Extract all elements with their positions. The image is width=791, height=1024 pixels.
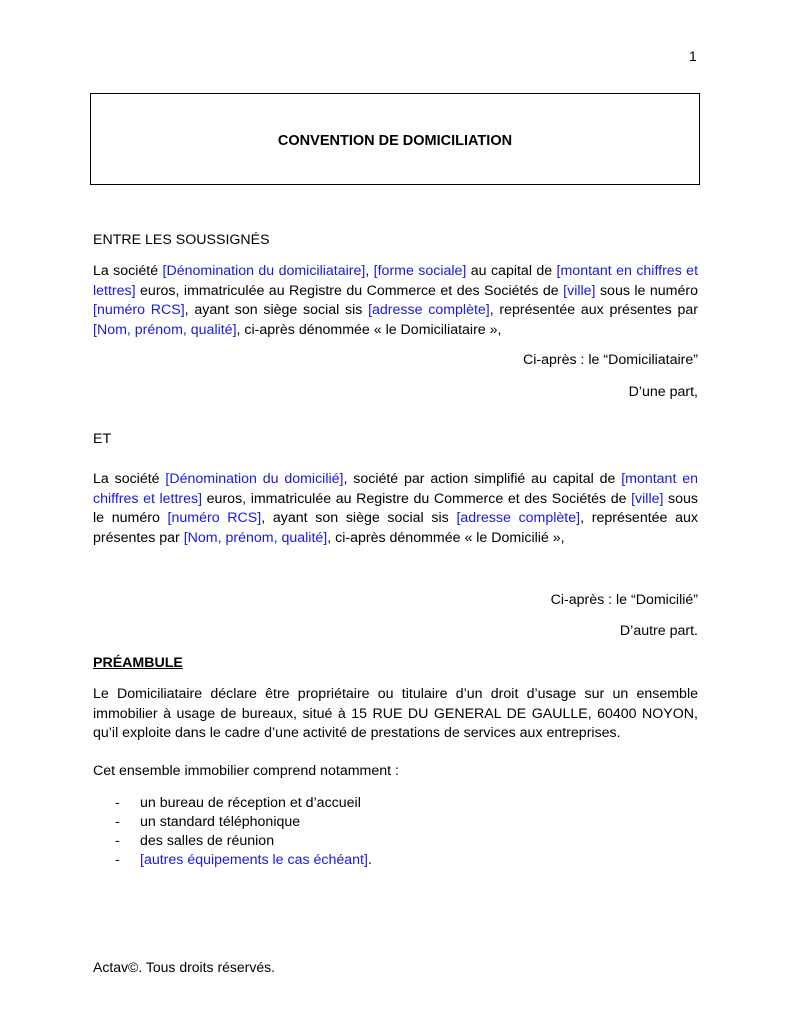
- party2-text: , société par action simplifié au capital de: [343, 471, 622, 487]
- preamble-paragraph: Le Domiciliataire déclare être propriétaire ou titulaire d’un droit d’usage sur un ensemble immobilier à usage de bureaux, situé à 15 RUE DU GENERAL DE GAULLE, 60400 NOYON, qu’il exploite dans le cadre d’une activité de prestations de services aux entreprises.: [93, 686, 698, 741]
- page-number: 1: [689, 48, 697, 64]
- list-item: [115, 851, 372, 870]
- document-title: CONVENTION DE DOMICILIATION: [277, 133, 513, 149]
- footer-copyright: Actav©. Tous droits réservés.: [93, 959, 276, 975]
- list-item: [115, 794, 372, 813]
- list-dash: -: [115, 833, 120, 849]
- list-item-placeholder: [autres équipements le cas échéant]: [140, 852, 368, 868]
- list-item: [115, 813, 372, 832]
- party2-text: La société: [93, 471, 166, 487]
- party1-text: , ayant son siège social sis: [184, 302, 369, 318]
- party1-address-placeholder: [adresse complète]: [368, 302, 490, 318]
- party1-city-placeholder: [ville]: [563, 282, 596, 299]
- list-dash: -: [115, 814, 120, 830]
- list-item-text: des salles de réunion: [140, 833, 275, 849]
- list-dash: -: [115, 852, 120, 868]
- party2-address-placeholder: [adresse complète]: [456, 510, 581, 526]
- party2-text: , ci-après dénommée « le Domicilié »,: [327, 529, 565, 546]
- party1-form-placeholder: [forme sociale]: [373, 263, 467, 279]
- list-dash: -: [115, 795, 120, 811]
- party1-rcs-placeholder: [numéro RCS]: [93, 302, 185, 318]
- list-item: [115, 832, 372, 851]
- party2-name-placeholder: [Dénomination du domicilié]: [165, 471, 344, 487]
- party2-paragraph: [93, 470, 698, 548]
- list-item-text: un bureau de réception et d’accueil: [140, 795, 361, 811]
- party1-text: La société: [93, 263, 163, 279]
- list-item-text: un standard téléphonique: [140, 814, 301, 830]
- party1-text: , représentée aux présentes par: [489, 302, 698, 318]
- party2-representative-placeholder: [Nom, prénom, qualité]: [183, 529, 328, 546]
- party2-rcs-placeholder: [numéro RCS]: [167, 510, 262, 526]
- party2-alias: Ci-après : le “Domicilié”: [550, 592, 698, 608]
- party1-text: sous le numéro: [595, 282, 698, 299]
- between-heading: ENTRE LES SOUSSIGNÉS: [93, 232, 270, 248]
- party1-text: au capital de: [466, 263, 557, 279]
- party1-text: , ci-après dénommée « le Domiciliataire »,: [236, 321, 502, 338]
- party1-representative-placeholder: [Nom, prénom, qualité]: [93, 321, 237, 338]
- party2-text: euros, immatriculée au Registre du Commerce et des Sociétés de: [202, 490, 632, 507]
- party2-capital-placeholder: [montant en chiffres et lettres]: [93, 471, 699, 507]
- party1-text: euros, immatriculée au Registre du Commerce et des Sociétés de: [135, 282, 564, 299]
- party1-part: D’une part,: [628, 384, 698, 400]
- party1-capital-placeholder: [montant en chiffres et lettres]: [93, 263, 699, 299]
- party2-text: sous le numéro: [93, 490, 698, 526]
- party2-text: , représentée aux présentes par: [93, 510, 699, 546]
- includes-text: Cet ensemble immobilier comprend notamment :: [93, 763, 399, 779]
- preamble-heading: PRÉAMBULE: [93, 655, 183, 671]
- party2-city-placeholder: [ville]: [631, 490, 664, 507]
- and-label: ET: [93, 431, 112, 447]
- equipment-list: [115, 794, 372, 870]
- party1-alias: Ci-après : le “Domiciliataire”: [522, 352, 698, 368]
- party2-text: , ayant son siège social sis: [261, 510, 457, 526]
- list-item-text: [140, 851, 372, 870]
- party1-paragraph: [93, 262, 698, 340]
- party2-part: D’autre part.: [619, 623, 698, 639]
- list-item-end: .: [367, 852, 372, 868]
- party1-name-placeholder: [Dénomination du domiciliataire]: [162, 263, 366, 279]
- title-box: [90, 93, 700, 185]
- party1-text: ,: [365, 263, 374, 279]
